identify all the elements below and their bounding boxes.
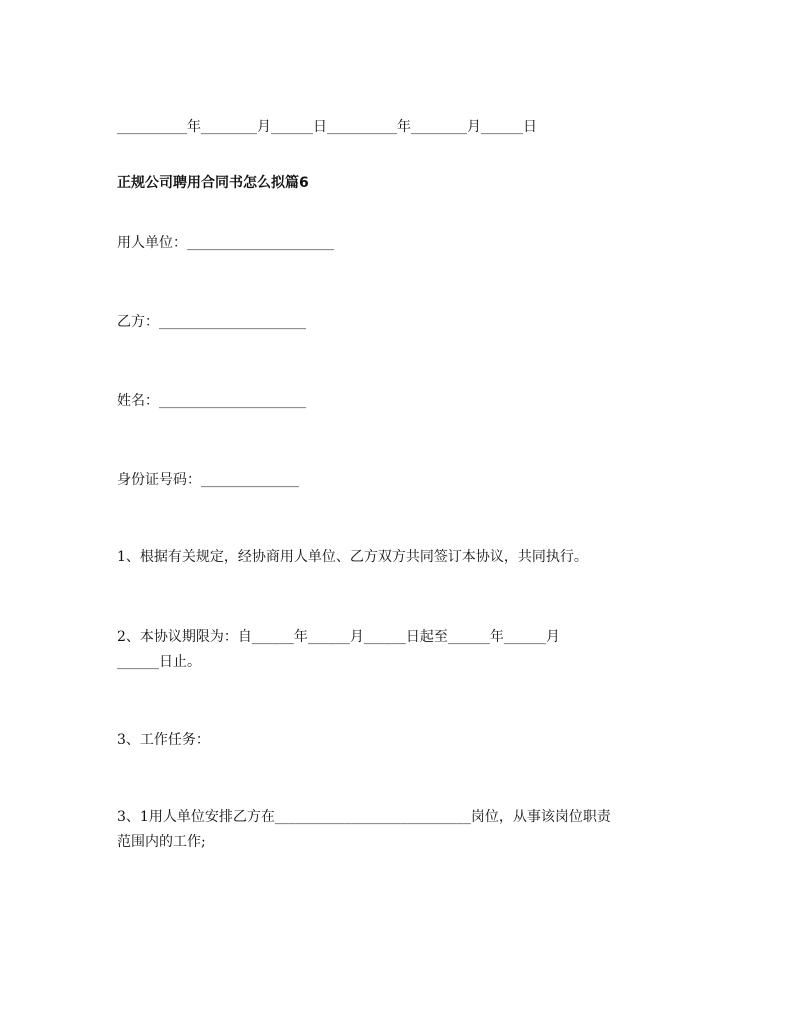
clause-2-line-2: ______日止。 bbox=[117, 654, 201, 670]
clause-3: 3、工作任务： bbox=[117, 732, 210, 748]
section-heading: 正规公司聘用合同书怎么拟篇6 bbox=[117, 175, 309, 191]
clause-3-1-line-1: 3、1用人单位安排乙方在____________________________岗位，从事该岗位职责 bbox=[117, 809, 611, 825]
employer-field: 用人单位：_____________________ bbox=[117, 235, 334, 251]
name-field: 姓名：_____________________ bbox=[117, 393, 306, 409]
clause-3-1-line-2: 范围内的工作; bbox=[117, 834, 206, 850]
id-number-field: 身份证号码：______________ bbox=[117, 472, 299, 488]
clause-2-line-1: 2、本协议期限为：自______年______月______日起至______年______月 bbox=[117, 629, 560, 645]
signature-date-line: __________年________月______日__________年________月______日 bbox=[117, 119, 537, 135]
party-b-field: 乙方：_____________________ bbox=[117, 314, 306, 330]
clause-1: 1、根据有关规定，经协商用人单位、乙方双方共同签订本协议，共同执行。 bbox=[117, 549, 588, 565]
